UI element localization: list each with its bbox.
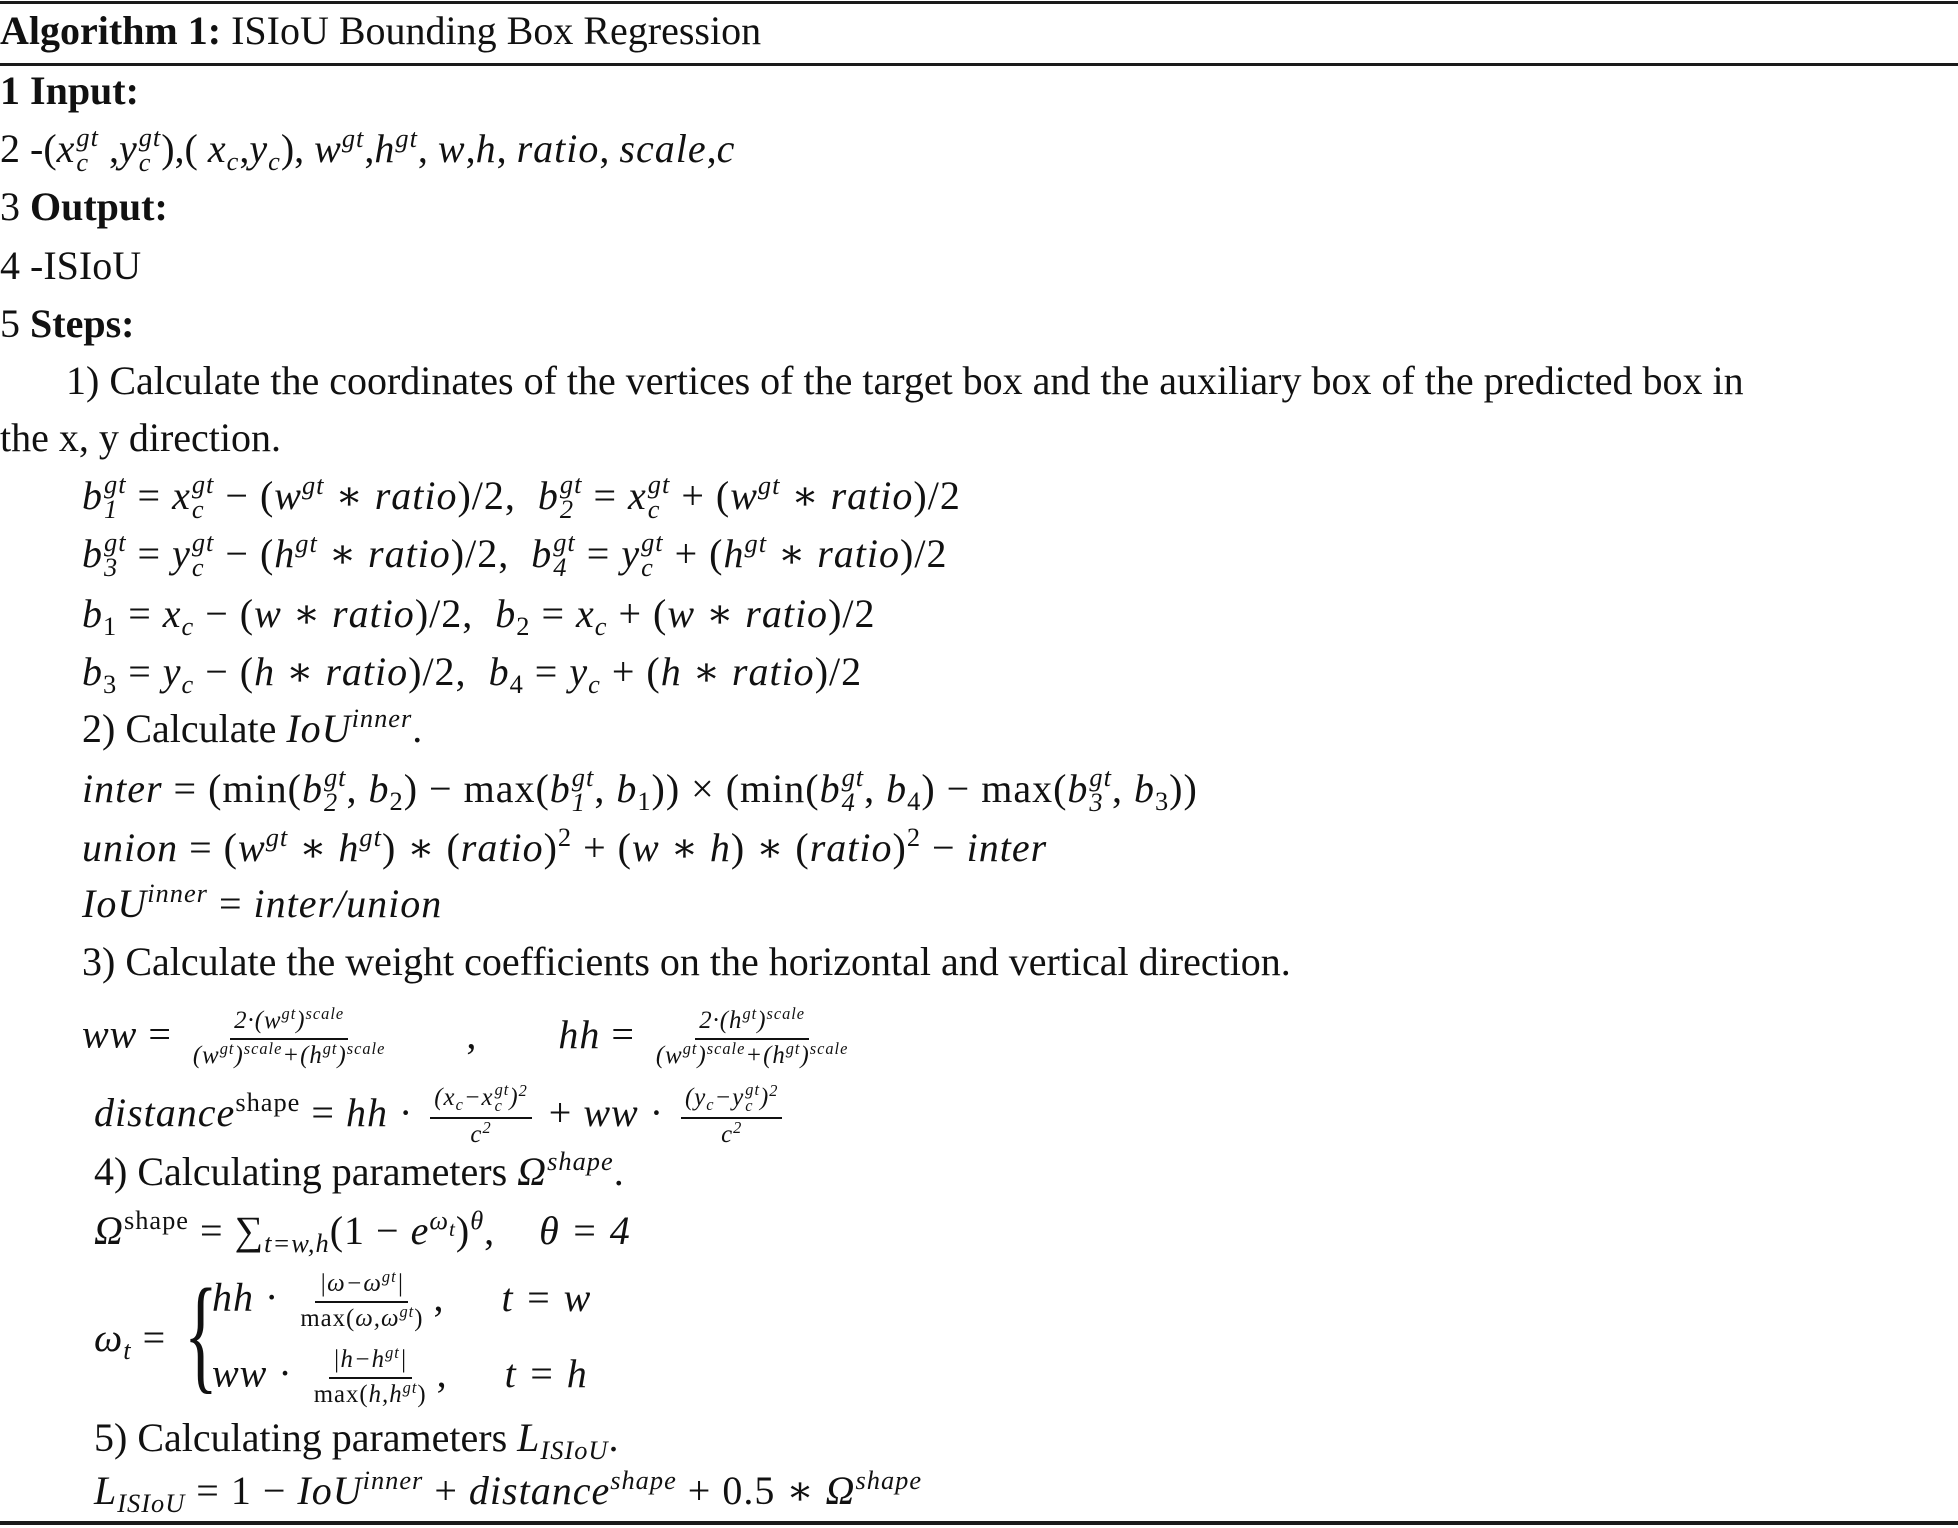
step-1-text xyxy=(66,357,1744,405)
top-rule xyxy=(0,1,1958,4)
equation-b-34: $b_3 = y_c - (h$ ∗ ratio)/2, $b_4 = y_c + (h$ ∗ ratio)/2 xyxy=(82,649,863,699)
equation-omega-t: $\omega_t$ = { hh · $\frac{|\omega-\omega^{gt}|}{\max(\omega,\omega^{gt})}$ , t = w ww · $\frac{|h-h^{gt}|}{\max(h,h^{gt})}$ , t = h xyxy=(94,1263,592,1408)
step-3-text xyxy=(82,938,1291,986)
line-number: 1 xyxy=(0,68,20,113)
equation-union: union = ($w^{gt}$ ∗ $h^{gt}$) ∗ (ratio)$^2$ + (w ∗ h) ∗ (ratio)$^2$ − inter xyxy=(82,822,1048,870)
output-label: Output: xyxy=(30,184,168,229)
step-3-description: 3) Calculate the weight coefficients on the horizontal and vertical direction. xyxy=(82,939,1291,984)
equation-ww-hh: ww = $\frac{2\cdot(w^{gt})^{scale}}{(w^{gt})^{scale}+(h^{gt})^{scale}}$ , hh = $\frac{2\cdot(h^{gt})^{scale}}{(w^{gt})^{scale}+(h^{gt})^{scale}}$ xyxy=(82,1004,849,1069)
case-h: ww · $\frac{|h-h^{gt}|}{\max(h,h^{gt})}$ , t = h xyxy=(212,1343,588,1408)
steps-heading xyxy=(0,300,134,348)
equation-iou-inner: IoU$^{inner}$ = inter/union xyxy=(82,878,443,926)
input-label: Input: xyxy=(30,68,139,113)
step-4-text: 4) Calculating parameters $\Omega^{shape}$. xyxy=(94,1146,624,1194)
bottom-rule xyxy=(0,1521,1958,1525)
algorithm-label: Algorithm 1: xyxy=(0,8,222,53)
equation-b-gt-12: b gt 1 = x gt c − ($w^{gt}$ ∗ ratio)/2, b gt 2 = x gt c + ($w^{gt}$ ∗ ratio)/2 xyxy=(82,469,961,525)
input-heading xyxy=(0,67,139,115)
equation-b-12: $b_1 = x_c - (w$ ∗ ratio)/2, $b_2 = x_c + (w$ ∗ ratio)/2 xyxy=(82,591,876,641)
algorithm-title xyxy=(0,7,761,55)
output-value xyxy=(0,242,141,290)
equation-loss: $L_{ISIoU} = 1 - IoU^{inner}$ + distance$^{shape}$ + 0.5 ∗ $\Omega^{shape}$ xyxy=(94,1465,923,1518)
output-heading xyxy=(0,183,168,231)
step-4-description: 4) Calculating parameters xyxy=(94,1149,508,1194)
theta-value: θ = 4 xyxy=(539,1208,631,1253)
line-number: 3 xyxy=(0,184,20,229)
step-2-description: 2) Calculate xyxy=(82,706,277,751)
step-5-description: 5) Calculating parameters xyxy=(94,1415,508,1460)
line-number: 4 xyxy=(0,243,20,288)
equation-inter: inter = (min(b gt 2 , $b_2) - \max(b$ gt 1 , $b_1)) \times (\min(b$ gt 4 , $b_4) - \max(b$ gt 3 , $b_3$)) xyxy=(82,762,1198,818)
step-5-text: 5) Calculating parameters $L_{ISIoU}$. xyxy=(94,1415,619,1465)
header-rule xyxy=(0,63,1958,66)
steps-label: Steps: xyxy=(30,301,135,346)
output-text: -ISIoU xyxy=(30,243,142,288)
case-h-condition: t = h xyxy=(504,1350,588,1396)
equation-b-gt-34: b gt 3 = y gt c − ($h^{gt}$ ∗ ratio)/2, b gt 4 = y gt c + ($h^{gt}$ ∗ ratio)/2 xyxy=(82,527,948,583)
step-1-description: 1) Calculate the coordinates of the vertices of the target box and the auxiliary box of the predicted box in xyxy=(66,358,1744,403)
equation-omega-shape: $\Omega^{shape} = \sum_{t=w,h}(1 - e^{\omega_t})^\theta$, θ = 4 xyxy=(94,1205,631,1258)
step-1-continuation xyxy=(0,414,281,462)
case-w: hh · $\frac{|\omega-\omega^{gt}|}{\max(\omega,\omega^{gt})}$ , t = w xyxy=(212,1267,592,1332)
step-1-continuation-text: the x, y direction. xyxy=(0,415,282,460)
algorithm-name: ISIoU Bounding Box Regression xyxy=(231,8,762,53)
step-2-text: 2) Calculate IoU$^{inner}$. xyxy=(82,703,423,751)
input-variables: 2 -(x gt c ,y gt c ),( $x_c,y_c$), $w^{gt},h^{gt}$, w,h, ratio, scale,c xyxy=(0,122,736,178)
equation-distance-shape: distance$^{shape}$ = hh · ($x_c-x$ gt c )$^2$ $c^2$ + ww · ($y_c-y$ gt c )$^2$ $c^2$ xyxy=(94,1084,788,1150)
line-number: 2 xyxy=(0,126,20,171)
line-number: 5 xyxy=(0,301,20,346)
case-w-condition: t = w xyxy=(501,1274,592,1320)
